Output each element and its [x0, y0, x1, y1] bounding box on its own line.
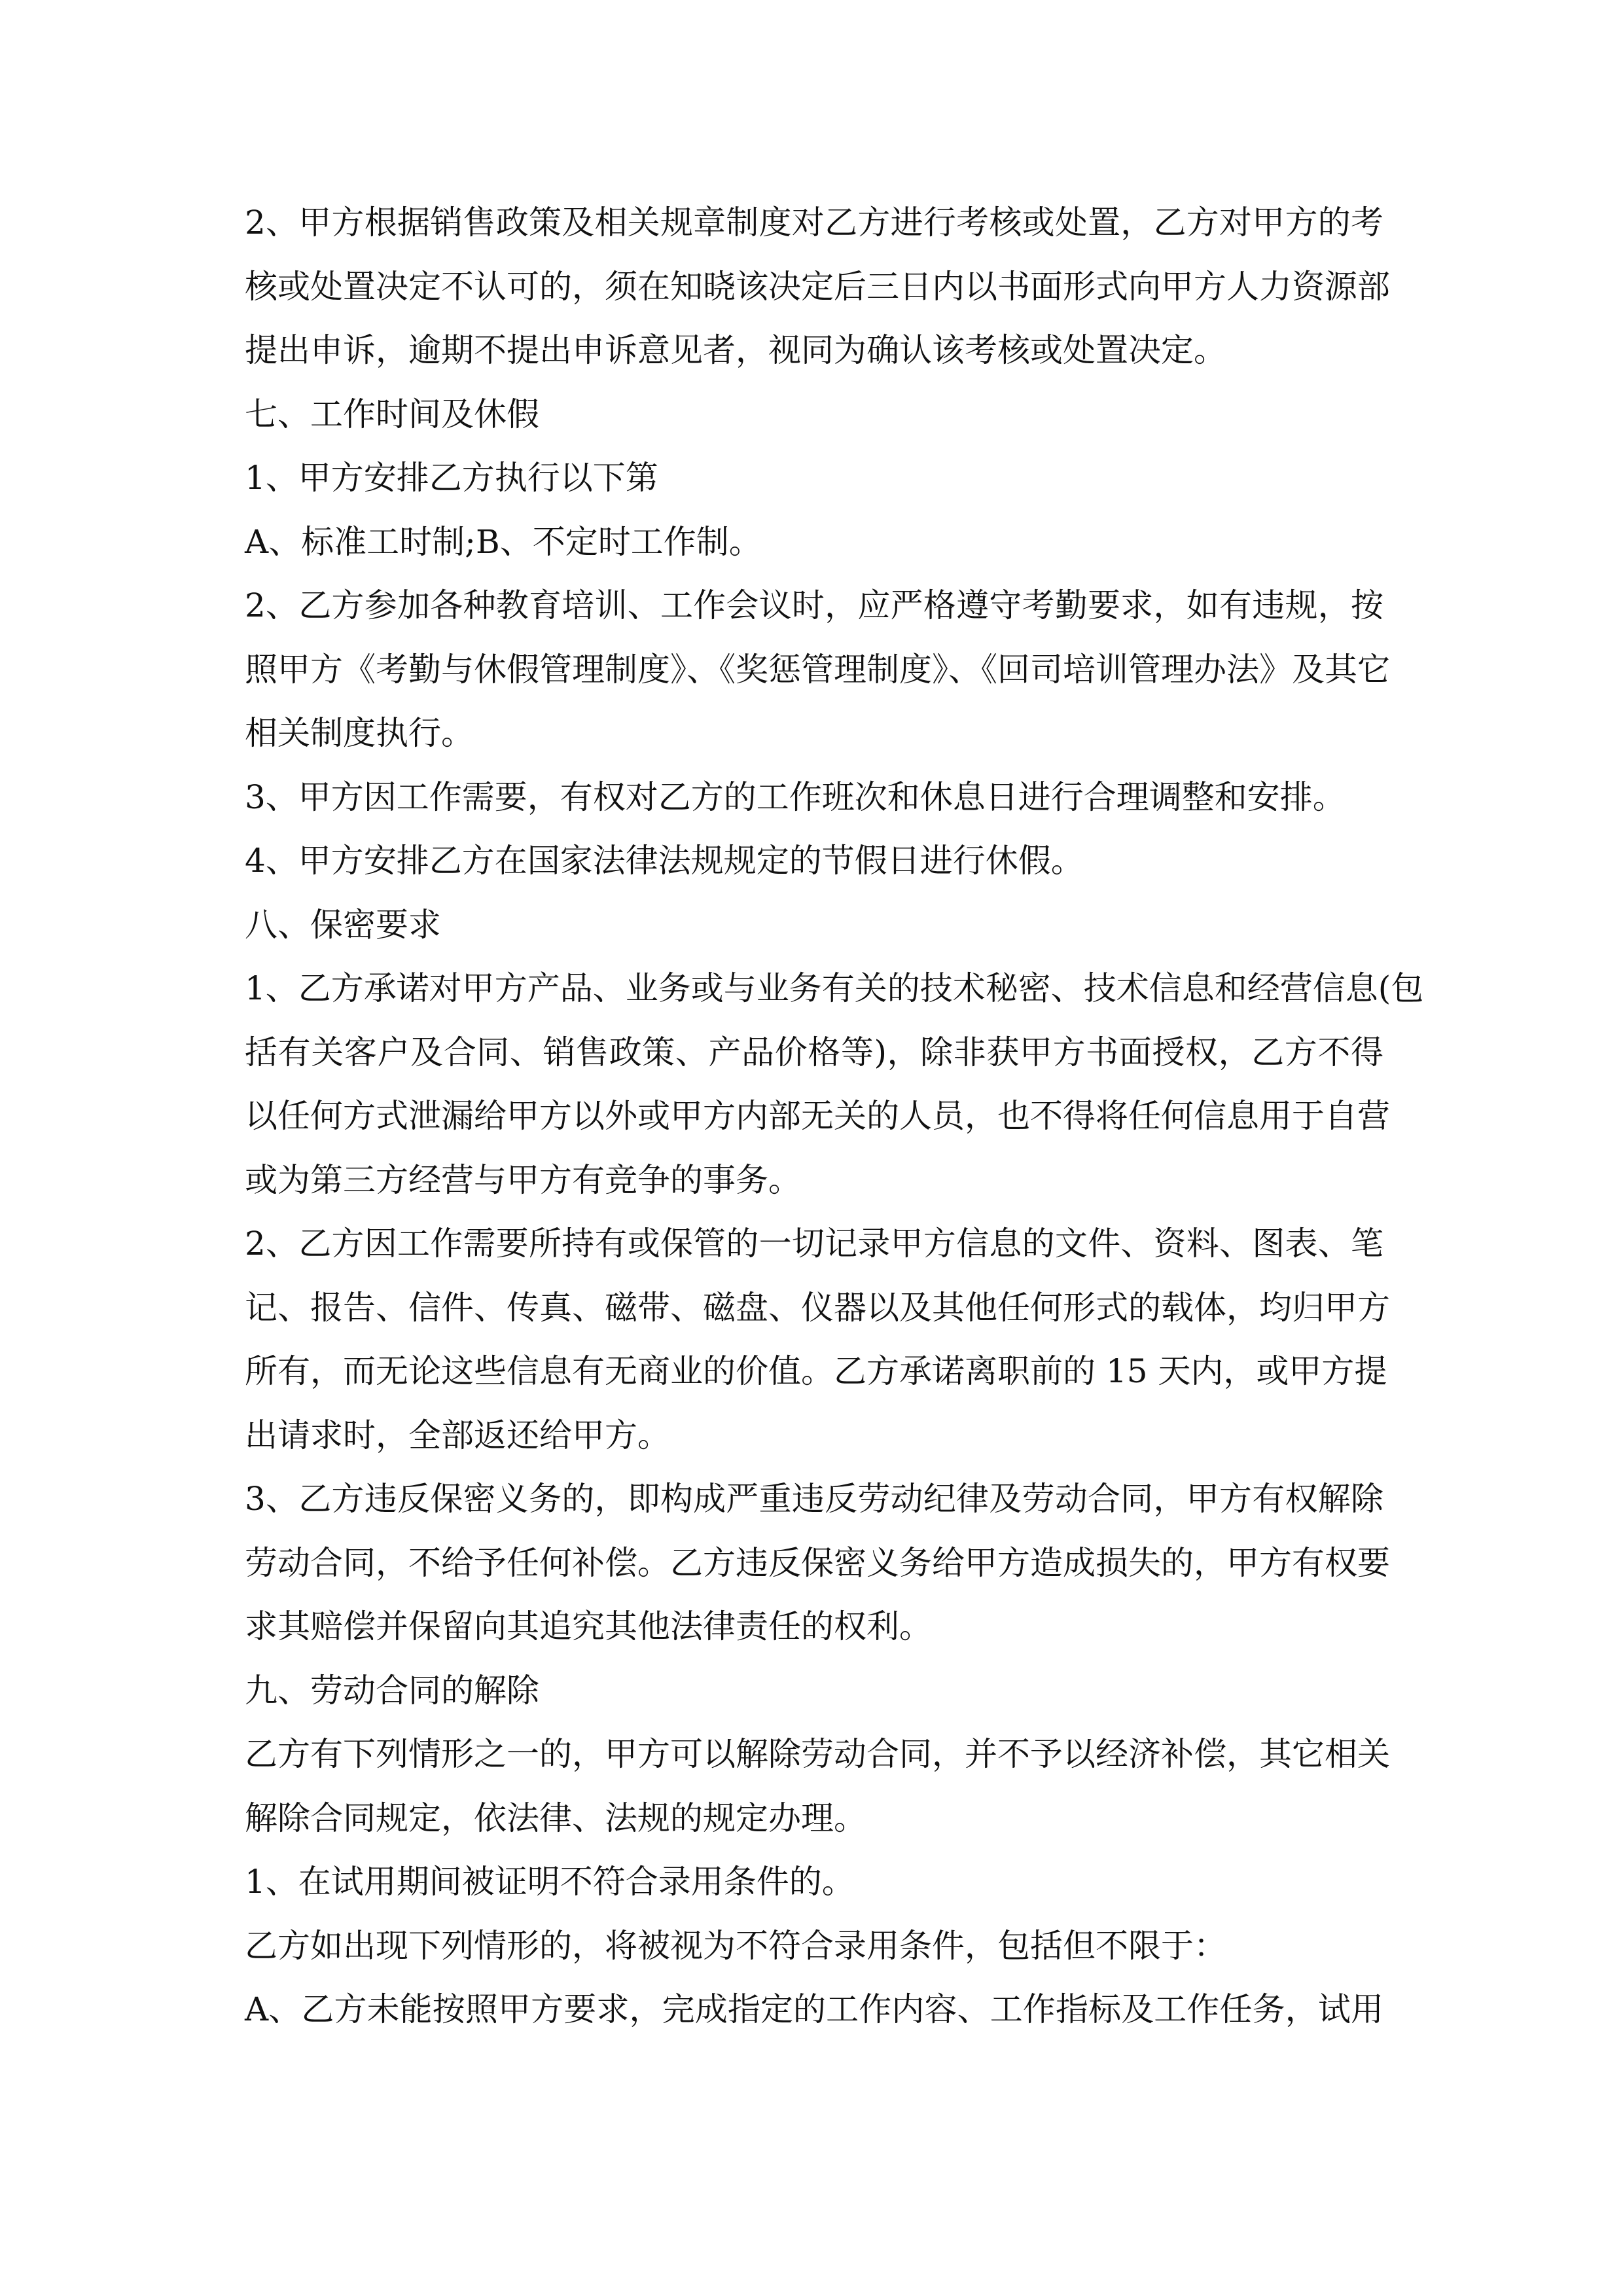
paragraph-line: 所有，而无论这些信息有无商业的价值。乙方承诺离职前的 15 天内，或甲方提 — [245, 1352, 1387, 1390]
paragraph-line: 解除合同规定，依法律、法规的规定办理。 — [245, 1799, 866, 1837]
paragraph-line: 乙方有下列情形之一的，甲方可以解除劳动合同，并不予以经济补偿，其它相关 — [245, 1735, 1390, 1773]
paragraph-line: 1、乙方承诺对甲方产品、业务或与业务有关的技术秘密、技术信息和经营信息(包 — [245, 969, 1424, 1007]
paragraph-line: 照甲方《考勤与休假管理制度》、《奖惩管理制度》、《回司培训管理办法》及其它 — [245, 650, 1390, 689]
paragraph-line: 求其赔偿并保留向其追究其他法律责任的权利。 — [245, 1607, 932, 1645]
paragraph-line: A、标准工时制;B、不定时工作制。 — [245, 522, 762, 561]
paragraph-line: 劳动合同，不给予任何补偿。乙方违反保密义务给甲方造成损失的，甲方有权要 — [245, 1543, 1390, 1582]
paragraph-line: 1、甲方安排乙方执行以下第 — [245, 459, 658, 497]
paragraph-line: 记、报告、信件、传真、磁带、磁盘、仪器以及其他任何形式的载体，均归甲方 — [245, 1288, 1390, 1327]
paragraph-line: 2、甲方根据销售政策及相关规章制度对乙方进行考核或处置，乙方对甲方的考 — [245, 204, 1383, 242]
paragraph-line: 或为第三方经营与甲方有竞争的事务。 — [245, 1160, 801, 1199]
section-heading: 九、劳动合同的解除 — [245, 1671, 539, 1710]
paragraph-line: 2、乙方参加各种教育培训、工作会议时，应严格遵守考勤要求，如有违规，按 — [245, 586, 1383, 624]
paragraph-line: 乙方如出现下列情形的，将被视为不符合录用条件，包括但不限于： — [245, 1926, 1226, 1965]
document-body — [245, 191, 1424, 2042]
paragraph-line: 出请求时，全部返还给甲方。 — [245, 1416, 670, 1454]
paragraph-line: 3、甲方因工作需要，有权对乙方的工作班次和休息日进行合理调整和安排。 — [245, 778, 1346, 816]
paragraph-line: 1、在试用期间被证明不符合录用条件的。 — [245, 1863, 855, 1901]
section-heading: 八、保密要求 — [245, 905, 441, 944]
paragraph-line: 提出申诉，逾期不提出申诉意见者，视同为确认该考核或处置决定。 — [245, 331, 1226, 369]
paragraph-line: A、乙方未能按照甲方要求，完成指定的工作内容、工作指标及工作任务，试用 — [245, 1990, 1383, 2028]
paragraph-line: 括有关客户及合同、销售政策、产品价格等)，除非获甲方书面授权，乙方不得 — [245, 1033, 1383, 1071]
paragraph-line: 4、甲方安排乙方在国家法律法规规定的节假日进行休假。 — [245, 842, 1084, 880]
paragraph-line: 相关制度执行。 — [245, 714, 474, 752]
paragraph-line: 2、乙方因工作需要所持有或保管的一切记录甲方信息的文件、资料、图表、笔 — [245, 1225, 1383, 1263]
section-heading: 七、工作时间及休假 — [245, 395, 539, 433]
paragraph-line: 以任何方式泄漏给甲方以外或甲方内部无关的人员，也不得将任何信息用于自营 — [245, 1097, 1390, 1135]
paragraph-line: 3、乙方违反保密义务的，即构成严重违反劳动纪律及劳动合同，甲方有权解除 — [245, 1480, 1383, 1518]
paragraph-line: 核或处置决定不认可的，须在知晓该决定后三日内以书面形式向甲方人力资源部 — [245, 267, 1390, 306]
